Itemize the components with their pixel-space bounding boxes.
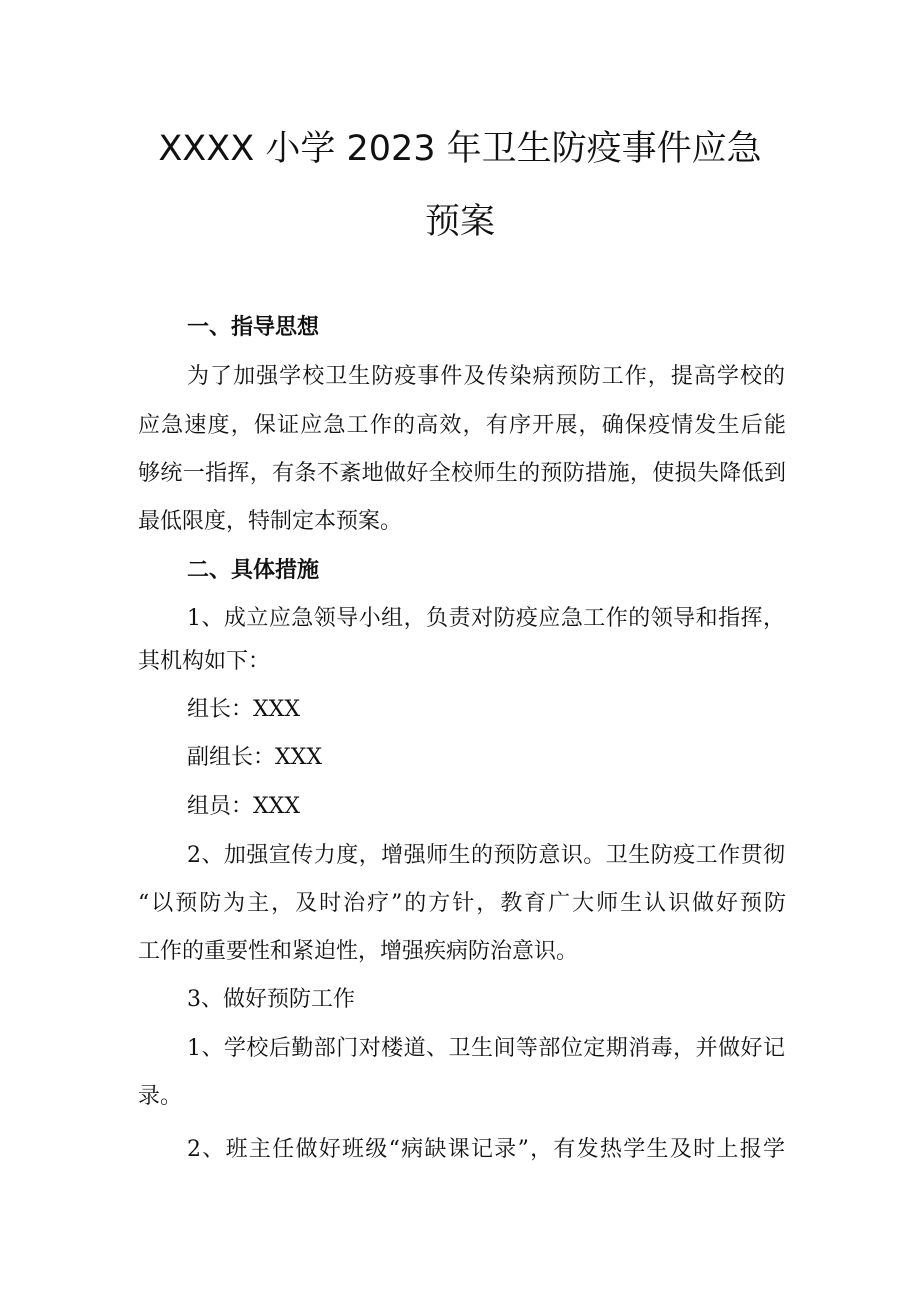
deputy-leader-line: 副组长：XXX	[187, 745, 322, 770]
item-2-line: “以预防为主，及时治疗”的方针，教育广大师生认识做好预防	[138, 891, 786, 916]
item-3-heading: 3、做好预防工作	[187, 987, 355, 1012]
members-line: 组员：XXX	[187, 794, 300, 819]
item-3-sub-1-line: 录。	[138, 1084, 183, 1109]
document-title-line-2: 预案	[424, 202, 495, 242]
item-2-line: 2、加强宣传力度，增强师生的预防意识。卫生防疫工作贯彻	[187, 843, 785, 868]
section-1-paragraph-line: 为了加强学校卫生防疫事件及传染病预防工作，提高学校的	[187, 364, 785, 389]
section-1-paragraph-line: 最低限度，特制定本预案。	[138, 509, 403, 534]
section-1-paragraph-line: 应急速度，保证应急工作的高效，有序开展，确保疫情发生后能	[138, 413, 786, 438]
section-2-heading: 二、具体措施	[187, 558, 320, 583]
item-3-sub-1-line: 1、学校后勤部门对楼道、卫生间等部位定期消毒，并做好记	[187, 1036, 785, 1061]
item-1-line: 其机构如下：	[138, 649, 271, 674]
item-2-line: 工作的重要性和紧迫性，增强疾病防治意识。	[138, 939, 579, 964]
item-1-line: 1、成立应急领导小组，负责对防疫应急工作的领导和指挥，	[187, 606, 785, 631]
section-1-paragraph-line: 够统一指挥，有条不紊地做好全校师生的预防措施，使损失降低到	[138, 461, 786, 486]
leader-line: 组长：XXX	[187, 697, 300, 722]
item-3-sub-2-line: 2、班主任做好班级“病缺课记录”，有发热学生及时上报学	[187, 1137, 785, 1162]
section-1-heading: 一、指导思想	[187, 315, 320, 340]
document-title-line-1: XXXX 小学 2023 年卫生防疫事件应急	[158, 129, 762, 169]
